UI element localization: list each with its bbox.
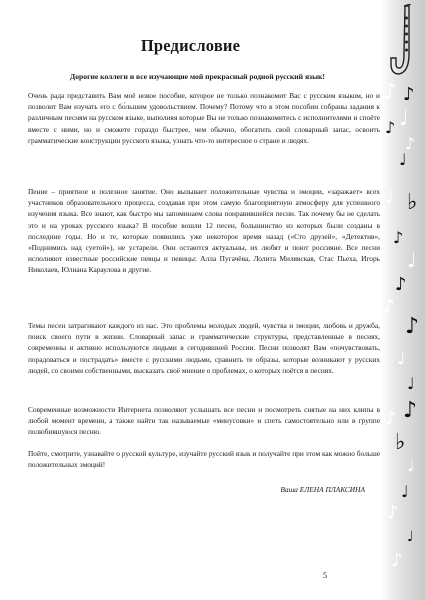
music-note-icon: ♩	[401, 482, 409, 501]
flat-sign-icon: ♭	[407, 190, 418, 215]
music-note-icon: ♩	[407, 456, 415, 475]
paragraph: Темы песен затрагивают каждого из нас. Это проблемы молодых людей, чувства и эмоции, любовь и дружба, поиск своего пути в жизни. Словарный запас и грамматические структуры, представленные в песнях, современны и активно используются людьми в сегодняшней России. Песни позволят Вам «почувствовать, порадоваться и пострадать» вместе с русскими людьми, сравнить те образы, которые возникают у русских людей, со своими собственными, высказать своё мнение о проблемах, о которых поётся в песнях.	[28, 321, 380, 375]
music-note-icon: ♪	[393, 228, 404, 247]
paragraph: Пойте, смотрите, узнавайте о русской культуре, изучайте русский язык и получайте при этом как можно больше положительных эмоций!	[28, 449, 380, 470]
music-note-icon: ♪	[387, 502, 399, 523]
music-note-icon: ♩	[407, 374, 415, 393]
music-note-icon: ♪	[403, 398, 418, 423]
music-note-icon: ♪	[383, 80, 398, 105]
page-title: Предисловие	[140, 36, 241, 55]
music-note-icon: ♪	[391, 550, 403, 571]
page-number: 5	[323, 571, 327, 580]
music-note-icon: ♪	[385, 118, 396, 137]
music-note-icon: ♪	[405, 314, 420, 339]
music-decoration-strip	[381, 0, 425, 600]
music-note-icon: ♩	[399, 106, 409, 130]
music-note-icon: ♪	[403, 84, 415, 105]
flat-sign-icon: ♭	[395, 430, 406, 455]
saxophone-icon	[387, 4, 417, 82]
music-note-icon: ♪	[395, 274, 407, 295]
greeting: Дорогие коллеги и все изучающие мой прекрасный родной русский язык!	[70, 72, 325, 81]
music-notes	[381, 80, 425, 600]
signature: Ваша ЕЛЕНА ПЛАКСИНА	[280, 485, 365, 494]
music-note-icon: ♪	[385, 408, 397, 429]
music-note-icon: ♩	[399, 150, 407, 169]
paragraph: Очень рада представить Вам моё новое пособие, которое не только познакомит Вас с русским языком, но и позволит Вам изучать его с бо́льшим удовольствием. Почему? Потому что в этом пособии собраны задания к различным песням на русском языке, выполняя которые Вы не только познакомитесь с исполнителями и споёте вместе с ними, но и сможете гораздо быстрее, чем обычно, обогатить свой словарный запас, освоить грамматические конструкции русского языка, узнать что-то интересное о стране и людях.	[28, 91, 380, 145]
music-note-icon: ♩	[407, 529, 414, 545]
music-note-icon: ♪	[405, 134, 416, 153]
music-note-icon: ♪	[383, 296, 395, 317]
music-note-icon: ♩	[397, 348, 406, 369]
paragraph: Пение – приятное и полезное занятие. Оно вызывает положительные чувства и эмоции, «заражает» всех участников образовательного процесса, создавая при этом самую благоприятную атмосферу для успешного изучения языка. Все знают, как быстро мы запоминаем слова понравившейся песни. Так почему бы не сделать это и на уроках русского языка? В пособие вошли 12 песен, большинство из которых были созданы в последние годы. Но и те, которые появились уже некоторое время назад («Сто друзей», «Детектив», «Поднимись над суетой»), не устарели. Они остаются актуальны, их любят и поют россияне. Все песни исполняют известные российские певцы и певицы: Алла Пугачёва, Лолита Милявская, Стас Пьеха, Игорь Николаев, Юлиана Караулова и другие.	[28, 187, 380, 275]
music-note-icon: ♩	[385, 186, 394, 207]
music-note-icon: ♩	[407, 248, 417, 272]
paragraph: Современные возможности Интернета позволяют услышать все песни и посмотреть снятые на них клипы в любой момент времени, а также найти так называемые «минусовки» и спеть самостоятельно или в группе полюбившуюся песню.	[28, 405, 380, 437]
